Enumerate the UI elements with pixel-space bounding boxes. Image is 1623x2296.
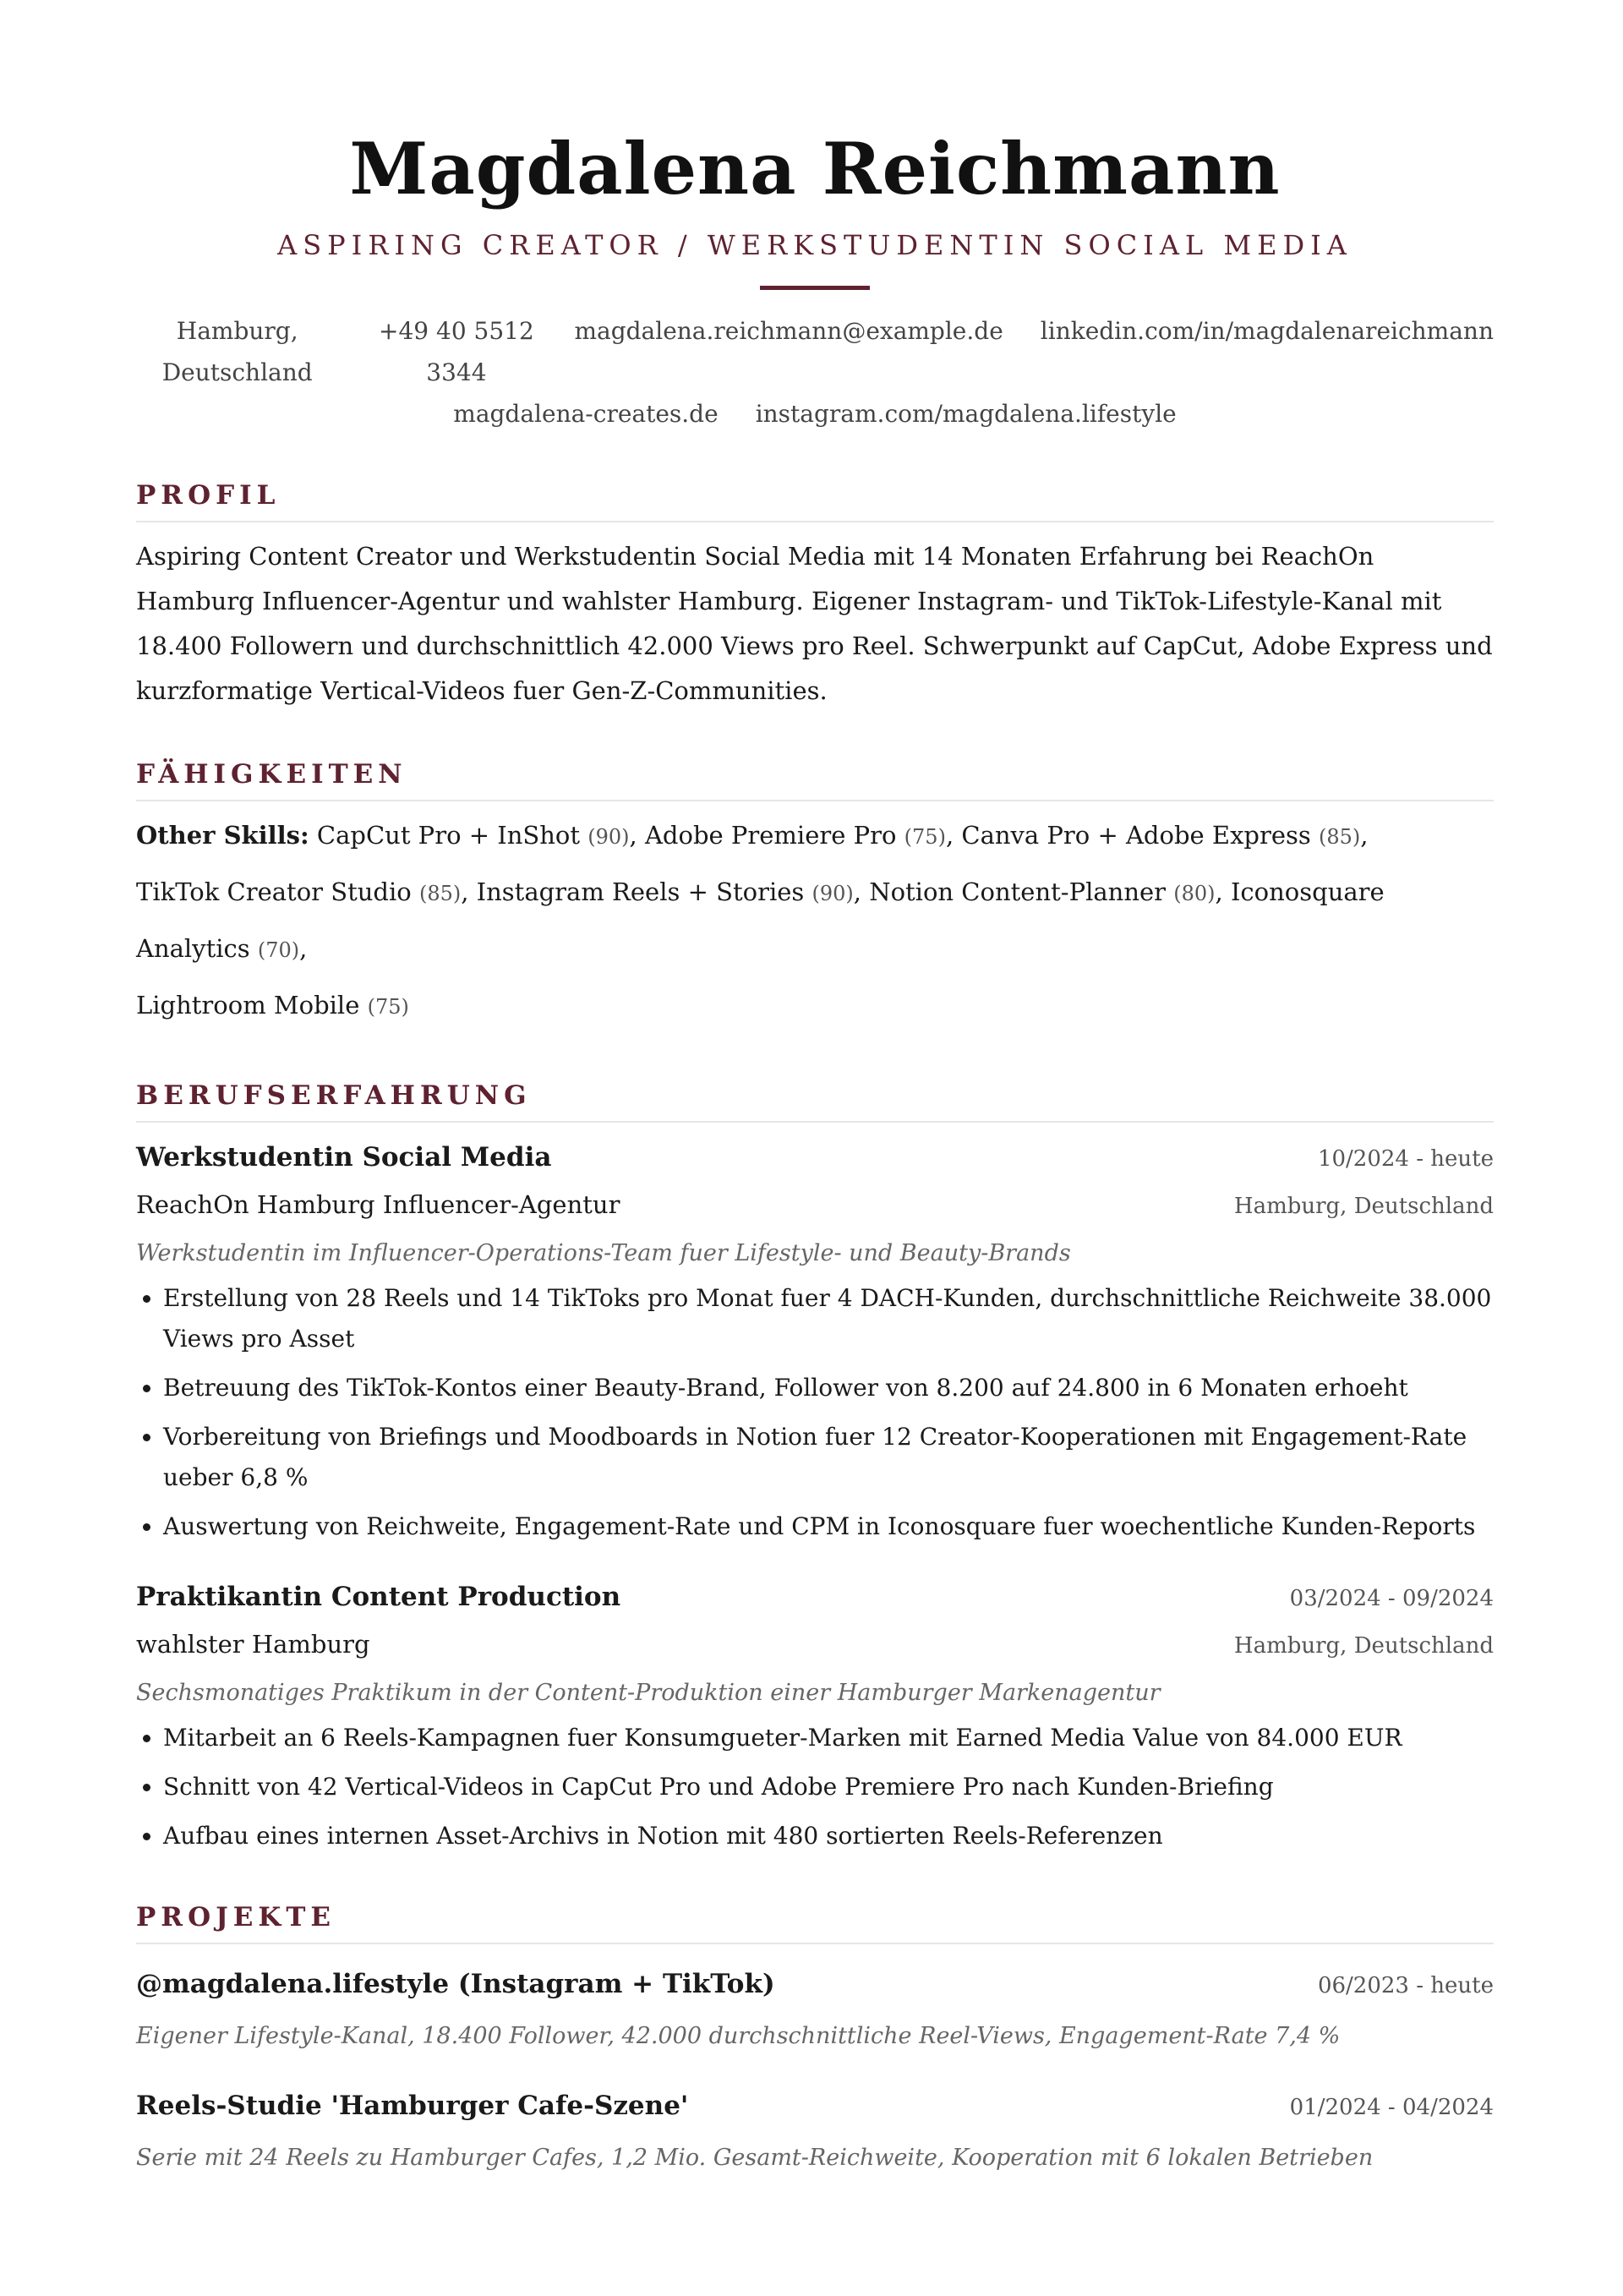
contact-row-2 [136, 393, 1494, 435]
project-title: Reels-Studie 'Hamburger Cafe-Szene' [136, 2091, 689, 2121]
section-experience [136, 1079, 1494, 1856]
skill-item: Adobe Premiere Pro (75) [644, 821, 946, 850]
job-entry [136, 1574, 1494, 1856]
section-profile [136, 478, 1494, 713]
job-company: ReachOn Hamburg Influencer-Agentur [136, 1190, 620, 1219]
job-description: Werkstudentin im Influencer-Operations-Team fuer Lifestyle- und Beauty-Brands [136, 1240, 1071, 1266]
project-entry [136, 2078, 1494, 2183]
job-title: Praktikantin Content Production [136, 1582, 621, 1612]
section-title-projects: PROJEKTE [136, 1900, 1494, 1944]
skill-item: Iconosquare Analytics (70) [136, 877, 1385, 963]
contact-instagram[interactable]: instagram.com/magdalena.lifestyle [755, 400, 1177, 428]
skills-label: Other Skills: [136, 821, 309, 850]
job-date: 10/2024 - heute [1317, 1146, 1494, 1172]
contact-website[interactable]: magdalena-creates.de [453, 400, 719, 428]
job-company: wahlster Hamburg [136, 1630, 370, 1659]
skill-item: Lightroom Mobile (75) [136, 991, 409, 1020]
list-item: • Erstellung von 28 Reels und 14 TikToks pro Monat fuer 4 DACH-Kunden, durchschnittliche Reichweite 38.000 Views pro Asset [163, 1278, 1494, 1359]
job-description: Sechsmonatiges Praktikum in der Content-Produktion einer Hamburger Markenagentur [136, 1680, 1161, 1706]
candidate-name: Magdalena Reichmann [349, 127, 1281, 210]
project-description: Eigener Lifestyle-Kanal, 18.400 Follower, 42.000 durchschnittliche Reel-Views, Engagement-Rate 7,4 % [136, 2023, 1341, 2049]
resume-content [136, 127, 1494, 2183]
candidate-subtitle: ASPIRING CREATOR / WERKSTUDENTIN SOCIAL MEDIA [277, 229, 1352, 261]
project-title: @magdalena.lifestyle (Instagram + TikTok) [136, 1969, 775, 1999]
skill-item: Canva Pro + Adobe Express (85) [961, 821, 1361, 850]
section-skills [136, 757, 1494, 1035]
list-item: • Aufbau eines internen Asset-Archivs in Notion mit 480 sortierten Reels-Referenzen [163, 1816, 1494, 1856]
contact-email[interactable]: magdalena.reichmann@example.de [574, 317, 1003, 345]
section-title-skills: FÄHIGKEITEN [136, 757, 1494, 801]
project-date: 06/2023 - heute [1317, 1973, 1494, 1998]
job-entry [136, 1134, 1494, 1547]
list-item: • Schnitt von 42 Vertical-Videos in CapCut Pro und Adobe Premiere Pro nach Kunden-Briefing [163, 1767, 1494, 1807]
list-item: • Betreuung des TikTok-Kontos einer Beauty-Brand, Follower von 8.200 auf 24.800 in 6 Monaten erhoeht [163, 1368, 1494, 1408]
skill-item: Instagram Reels + Stories (90) [476, 877, 854, 906]
project-description: Serie mit 24 Reels zu Hamburger Cafes, 1,2 Mio. Gesamt-Reichweite, Kooperation mit 6 lokalen Betrieben [136, 2145, 1374, 2171]
contact-row-1 [136, 310, 1494, 393]
job-date: 03/2024 - 09/2024 [1289, 1586, 1494, 1611]
job-location: Hamburg, Deutschland [1233, 1194, 1494, 1219]
skill-item: CapCut Pro + InShot (90) [316, 821, 630, 850]
job-bullets [136, 1278, 1494, 1547]
header-divider [760, 286, 870, 290]
list-item: • Vorbereitung von Briefings und Moodboards in Notion fuer 12 Creator-Kooperationen mit Engagement-Rate ueber 6,8 % [163, 1417, 1494, 1498]
skill-item: Notion Content-Planner (80) [869, 877, 1216, 906]
list-item: • Mitarbeit an 6 Reels-Kampagnen fuer Konsumgueter-Marken mit Earned Media Value von 84.000 EUR [163, 1718, 1494, 1758]
skill-item: TikTok Creator Studio (85) [136, 877, 462, 906]
project-date: 01/2024 - 04/2024 [1289, 2095, 1494, 2120]
resume-header [136, 127, 1494, 435]
section-projects [136, 1900, 1494, 2183]
skills-list: Other Skills: CapCut Pro + InShot (90), Adobe Premiere Pro (75), Canva Pro + Adobe Express (85), TikTok Creator Studio (85), Instagram Reels + Stories (90), Notion Content-Planner (80), Iconosquare Analytics (70), Lightroom Mobile (75) [136, 821, 1385, 1020]
section-title-profile: PROFIL [136, 478, 1494, 522]
contact-phone[interactable]: +49 40 5512 3344 [379, 317, 534, 386]
contact-location: Hamburg, Deutschland [161, 317, 313, 386]
job-location: Hamburg, Deutschland [1233, 1633, 1494, 1659]
contact-linkedin[interactable]: linkedin.com/in/magdalenareichmann [1040, 317, 1494, 345]
job-title: Werkstudentin Social Media [136, 1142, 552, 1173]
list-item: • Auswertung von Reichweite, Engagement-Rate und CPM in Iconosquare fuer woechentliche Kunden-Reports [163, 1506, 1494, 1547]
project-entry [136, 1956, 1494, 2061]
section-title-experience: BERUFSERFAHRUNG [136, 1079, 1494, 1123]
profile-text: Aspiring Content Creator und Werkstudentin Social Media mit 14 Monaten Erfahrung bei ReachOn Hamburg Influencer-Agentur und wahlster Hamburg. Eigener Instagram- und TikTok-Lifestyle-Kanal mit 18.400 Followern und durchschnittlich 42.000 Views pro Reel. Schwerpunkt auf CapCut, Adobe Express und kurzformatige Vertical-Videos fuer Gen-Z-Communities. [136, 542, 1493, 705]
contact-info [136, 310, 1494, 435]
job-bullets [136, 1718, 1494, 1856]
